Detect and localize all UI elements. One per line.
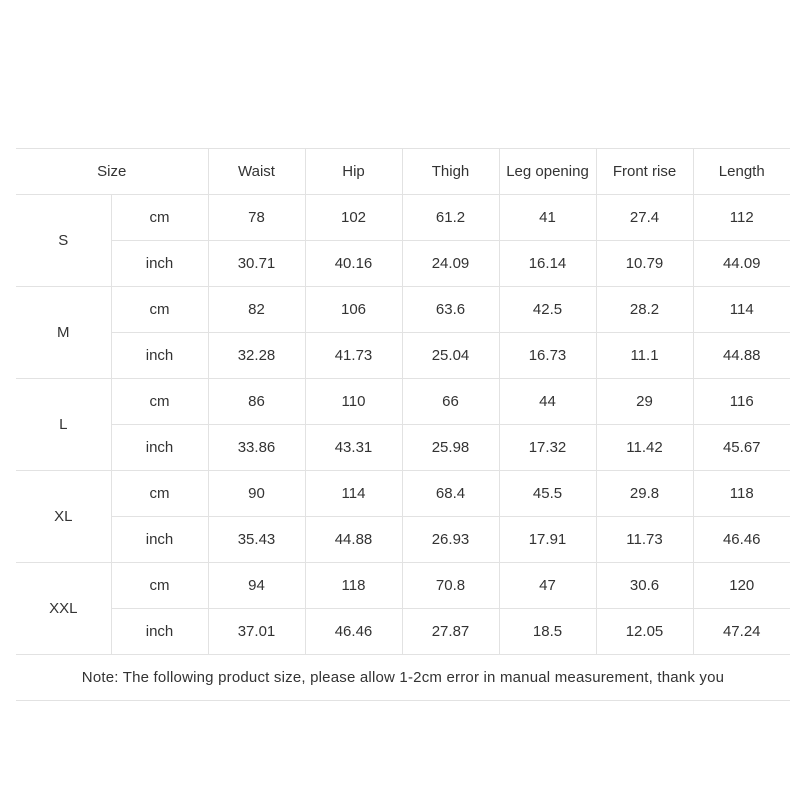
size-label: XL — [16, 471, 111, 563]
unit-label: inch — [111, 517, 208, 563]
table-cell: 10.79 — [596, 241, 693, 287]
table-cell: 118 — [693, 471, 790, 517]
table-cell: 44 — [499, 379, 596, 425]
table-row — [16, 517, 790, 563]
unit-label: cm — [111, 471, 208, 517]
size-label: S — [16, 195, 111, 287]
table-cell: 66 — [402, 379, 499, 425]
unit-label: inch — [111, 609, 208, 655]
header-length: Length — [693, 149, 790, 195]
table-cell: 16.73 — [499, 333, 596, 379]
table-cell: 12.05 — [596, 609, 693, 655]
header-size: Size — [16, 149, 208, 195]
table-cell: 44.09 — [693, 241, 790, 287]
table-cell: 17.32 — [499, 425, 596, 471]
table-cell: 94 — [208, 563, 305, 609]
table-row — [16, 195, 790, 241]
size-label: L — [16, 379, 111, 471]
table-cell: 30.6 — [596, 563, 693, 609]
table-cell: 16.14 — [499, 241, 596, 287]
size-table — [16, 148, 790, 701]
table-cell: 11.73 — [596, 517, 693, 563]
table-cell: 70.8 — [402, 563, 499, 609]
table-cell: 86 — [208, 379, 305, 425]
table-cell: 114 — [693, 287, 790, 333]
table-cell: 30.71 — [208, 241, 305, 287]
unit-label: cm — [111, 287, 208, 333]
table-cell: 46.46 — [693, 517, 790, 563]
table-cell: 120 — [693, 563, 790, 609]
header-waist: Waist — [208, 149, 305, 195]
table-cell: 118 — [305, 563, 402, 609]
table-cell: 47 — [499, 563, 596, 609]
unit-label: inch — [111, 241, 208, 287]
table-cell: 44.88 — [693, 333, 790, 379]
table-cell: 41 — [499, 195, 596, 241]
header-thigh: Thigh — [402, 149, 499, 195]
table-cell: 90 — [208, 471, 305, 517]
table-cell: 25.98 — [402, 425, 499, 471]
table-cell: 24.09 — [402, 241, 499, 287]
size-label: XXL — [16, 563, 111, 655]
header-front-rise: Front rise — [596, 149, 693, 195]
table-cell: 11.1 — [596, 333, 693, 379]
unit-label: inch — [111, 333, 208, 379]
table-cell: 82 — [208, 287, 305, 333]
table-cell: 33.86 — [208, 425, 305, 471]
table-cell: 78 — [208, 195, 305, 241]
table-cell: 47.24 — [693, 609, 790, 655]
table-cell: 68.4 — [402, 471, 499, 517]
header-leg-opening: Leg opening — [499, 149, 596, 195]
table-cell: 27.4 — [596, 195, 693, 241]
table-cell: 110 — [305, 379, 402, 425]
table-cell: 112 — [693, 195, 790, 241]
table-cell: 27.87 — [402, 609, 499, 655]
header-hip: Hip — [305, 149, 402, 195]
unit-label: inch — [111, 425, 208, 471]
table-cell: 25.04 — [402, 333, 499, 379]
table-cell: 29 — [596, 379, 693, 425]
unit-label: cm — [111, 563, 208, 609]
table-cell: 26.93 — [402, 517, 499, 563]
table-row — [16, 241, 790, 287]
table-row — [16, 333, 790, 379]
table-cell: 116 — [693, 379, 790, 425]
table-cell: 11.42 — [596, 425, 693, 471]
unit-label: cm — [111, 379, 208, 425]
table-cell: 18.5 — [499, 609, 596, 655]
table-cell: 29.8 — [596, 471, 693, 517]
table-row — [16, 609, 790, 655]
table-cell: 42.5 — [499, 287, 596, 333]
table-row — [16, 563, 790, 609]
unit-label: cm — [111, 195, 208, 241]
measurement-note: Note: The following product size, please allow 1-2cm error in manual measurement, thank you — [16, 655, 790, 701]
table-cell: 40.16 — [305, 241, 402, 287]
table-row — [16, 379, 790, 425]
table-cell: 41.73 — [305, 333, 402, 379]
size-chart — [16, 148, 790, 701]
header-row — [16, 149, 790, 195]
table-cell: 114 — [305, 471, 402, 517]
table-cell: 102 — [305, 195, 402, 241]
table-cell: 106 — [305, 287, 402, 333]
table-cell: 61.2 — [402, 195, 499, 241]
table-row — [16, 287, 790, 333]
table-cell: 44.88 — [305, 517, 402, 563]
table-row — [16, 471, 790, 517]
table-cell: 32.28 — [208, 333, 305, 379]
table-cell: 17.91 — [499, 517, 596, 563]
note-row — [16, 655, 790, 701]
table-cell: 46.46 — [305, 609, 402, 655]
table-cell: 28.2 — [596, 287, 693, 333]
table-cell: 35.43 — [208, 517, 305, 563]
table-cell: 63.6 — [402, 287, 499, 333]
table-cell: 43.31 — [305, 425, 402, 471]
table-cell: 45.5 — [499, 471, 596, 517]
table-row — [16, 425, 790, 471]
size-label: M — [16, 287, 111, 379]
table-cell: 37.01 — [208, 609, 305, 655]
table-cell: 45.67 — [693, 425, 790, 471]
